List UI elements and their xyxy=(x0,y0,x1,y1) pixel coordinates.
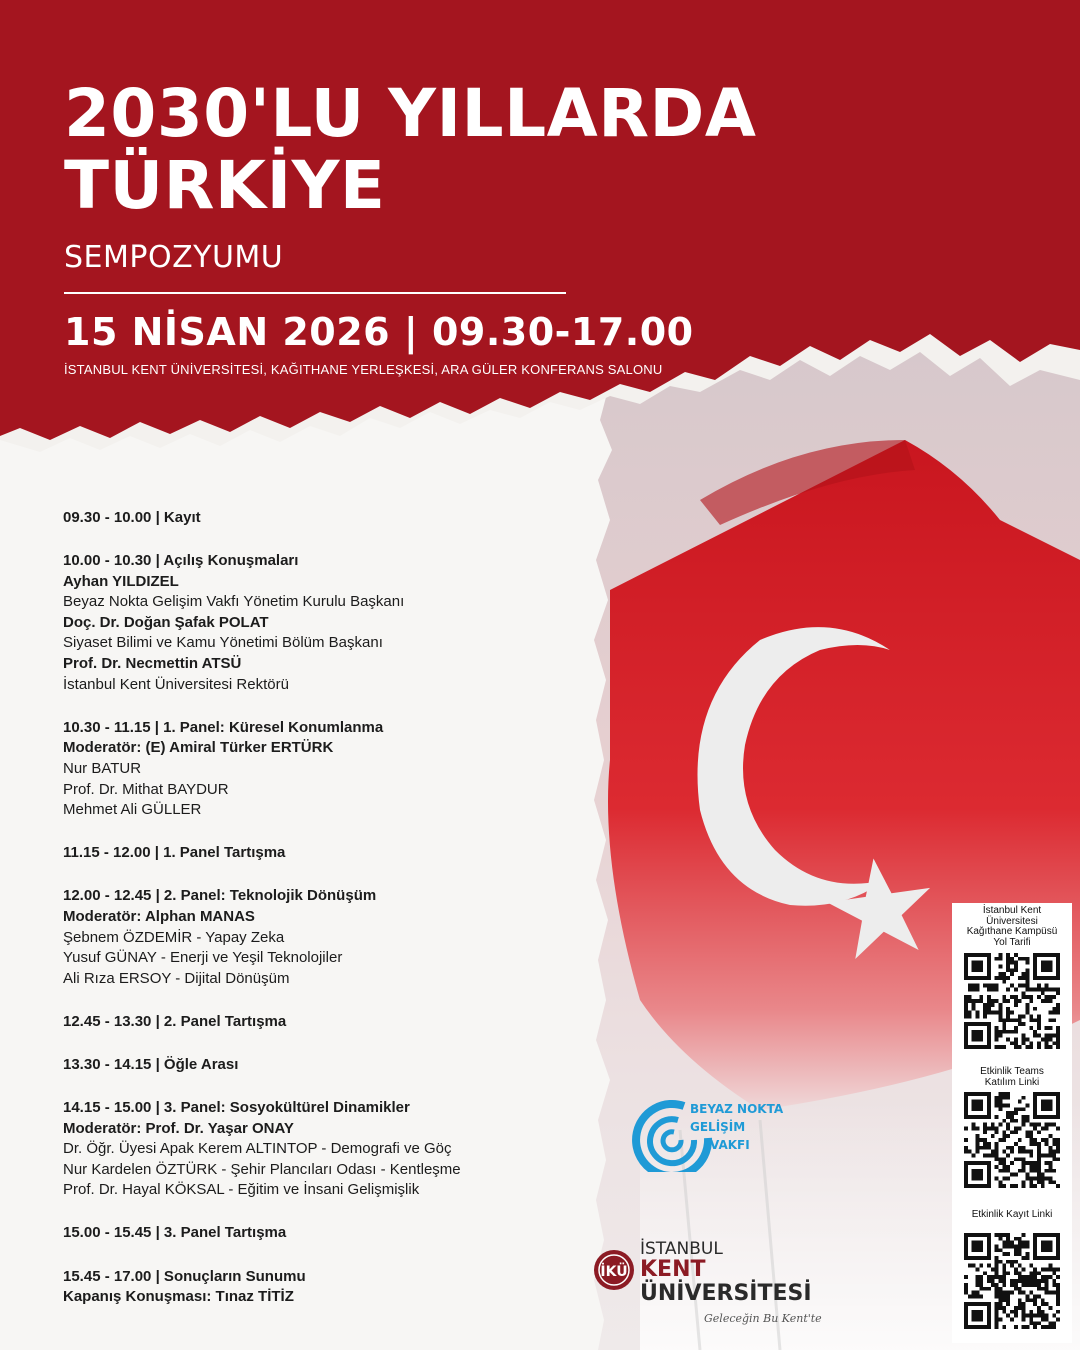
schedule-block xyxy=(63,1267,583,1308)
schedule-heading: 12.45 - 13.30 | 2. Panel Tartışma xyxy=(63,1012,287,1030)
schedule-heading: 10.00 - 10.30 | Açılış Konuşmaları xyxy=(63,552,299,570)
qr-caption-line: İstanbul Kent xyxy=(982,905,1042,916)
schedule-heading: 09.30 - 10.00 | Kayıt xyxy=(63,509,201,526)
schedule-block xyxy=(63,1223,583,1244)
schedule-item: Prof. Dr. Mithat BAYDUR xyxy=(63,780,229,798)
event-venue: İSTANBUL KENT ÜNİVERSİTESİ, KAĞITHANE YERLEŞKESİ, ARA GÜLER KONFERANS SALONU xyxy=(64,362,663,377)
page-title xyxy=(64,75,757,224)
beyaz-nokta-line3: VAKFI xyxy=(710,1138,750,1152)
kent-line3: ÜNİVERSİTESİ xyxy=(640,1281,812,1306)
kent-line2: KENT xyxy=(640,1257,706,1282)
schedule-item: Yusuf GÜNAY - Enerji ve Yeşil Teknolojiler xyxy=(63,949,343,967)
schedule-item: Şebnem ÖZDEMİR - Yapay Zeka xyxy=(63,928,285,946)
schedule-item: Nur Kardelen ÖZTÜRK - Şehir Plancıları Odası - Kentleşme xyxy=(63,1160,461,1178)
schedule-item: Dr. Öğr. Üyesi Apak Kerem ALTINTOP - Demografi ve Göç xyxy=(63,1140,452,1158)
schedule-heading: Moderatör: (E) Amiral Türker ERTÜRK xyxy=(63,739,334,757)
title-line-2: TÜRKİYE xyxy=(64,147,386,224)
schedule-heading: Prof. Dr. Necmettin ATSÜ xyxy=(63,655,242,673)
beyaz-nokta-logo xyxy=(632,1094,792,1172)
qr-code[interactable] xyxy=(964,1092,1060,1188)
schedule-block xyxy=(63,718,583,821)
qr-caption-line: Etkinlik Teams xyxy=(980,1066,1044,1077)
kent-line1: İSTANBUL xyxy=(640,1239,723,1259)
subtitle: SEMPOZYUMU xyxy=(64,240,284,275)
qr-caption xyxy=(952,1067,1072,1088)
qr-caption xyxy=(952,1210,1072,1221)
header xyxy=(0,0,1080,400)
qr-code[interactable] xyxy=(964,1233,1060,1329)
schedule-item: İstanbul Kent Üniversitesi Rektörü xyxy=(63,675,289,693)
schedule-item: Prof. Dr. Hayal KÖKSAL - Eğitim ve İnsani Gelişmişlik xyxy=(63,1181,420,1199)
qr-code-panel xyxy=(952,903,1072,1343)
schedule-heading: Moderatör: Prof. Dr. Yaşar ONAY xyxy=(63,1119,294,1137)
qr-caption-line: Üniversitesi xyxy=(986,915,1038,927)
schedule-block xyxy=(63,508,583,529)
schedule-heading: Moderatör: Alphan MANAS xyxy=(63,907,255,925)
schedule-item: Mehmet Ali GÜLLER xyxy=(63,801,202,819)
qr-caption-line: Etkinlik Kayıt Linki xyxy=(971,1209,1053,1220)
schedule-heading: 12.00 - 12.45 | 2. Panel: Teknolojik Dönüşüm xyxy=(63,887,377,905)
beyaz-nokta-line2: GELİŞİM xyxy=(690,1120,746,1134)
qr-caption xyxy=(952,906,1072,948)
program-schedule xyxy=(63,508,583,1330)
schedule-item: Nur BATUR xyxy=(63,759,142,777)
schedule-heading: 13.30 - 14.15 | Öğle Arası xyxy=(63,1055,239,1073)
qr-caption-line: Kağıthane Kampüsü xyxy=(966,926,1058,937)
schedule-item: Beyaz Nokta Gelişim Vakfı Yönetim Kurulu Başkanı xyxy=(63,593,405,611)
schedule-heading: 15.45 - 17.00 | Sonuçların Sunumu xyxy=(63,1267,306,1285)
schedule-heading: Ayhan YILDIZEL xyxy=(63,572,179,590)
kent-slogan: Geleceğin Bu Kent'te xyxy=(704,1312,822,1325)
divider xyxy=(64,292,566,294)
kent-mark: İKÜ xyxy=(600,1264,628,1280)
schedule-block xyxy=(63,843,583,864)
schedule-heading: 15.00 - 15.45 | 3. Panel Tartışma xyxy=(63,1224,287,1242)
qr-caption-line: Yol Tarifi xyxy=(993,936,1031,948)
schedule-heading: 14.15 - 15.00 | 3. Panel: Sosyokültürel Dinamikler xyxy=(63,1098,410,1116)
schedule-heading: Kapanış Konuşması: Tınaz TİTİZ xyxy=(63,1288,294,1306)
schedule-block xyxy=(63,1012,583,1033)
schedule-item: Ali Rıza ERSOY - Dijital Dönüşüm xyxy=(63,969,290,987)
event-datetime: 15 NİSAN 2026 | 09.30-17.00 xyxy=(64,310,694,354)
qr-caption-line: Katılım Linki xyxy=(984,1076,1040,1088)
kent-universitesi-logo xyxy=(592,1232,832,1332)
schedule-heading: Doç. Dr. Doğan Şafak POLAT xyxy=(63,613,269,631)
title-line-1: 2030'LU YILLARDA xyxy=(64,75,757,152)
schedule-item: Siyaset Bilimi ve Kamu Yönetimi Bölüm Başkanı xyxy=(63,634,383,652)
schedule-block xyxy=(63,1055,583,1076)
schedule-heading: 11.15 - 12.00 | 1. Panel Tartışma xyxy=(63,844,286,862)
schedule-heading: 10.30 - 11.15 | 1. Panel: Küresel Konumlanma xyxy=(63,718,384,736)
beyaz-nokta-line1: BEYAZ NOKTA xyxy=(690,1102,784,1116)
schedule-block xyxy=(63,551,583,695)
qr-code[interactable] xyxy=(964,953,1060,1049)
schedule-block xyxy=(63,1098,583,1201)
schedule-block xyxy=(63,886,583,989)
